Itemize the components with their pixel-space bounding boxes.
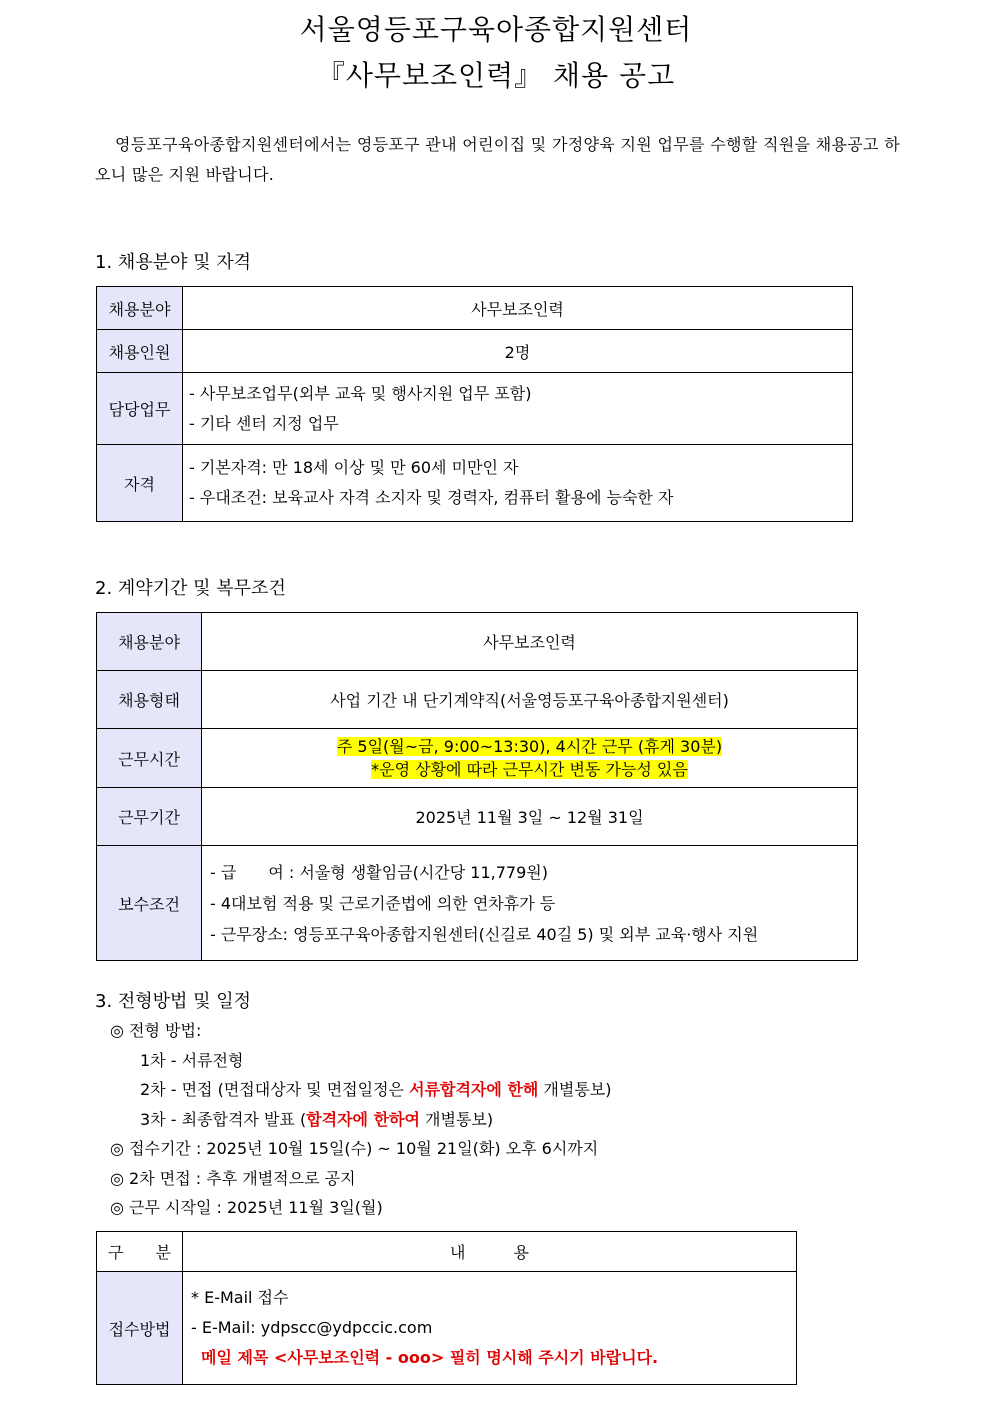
period-label: 근무기간 <box>97 788 202 846</box>
method-label: 접수방법 <box>97 1272 183 1385</box>
pay-label: 보수조건 <box>97 846 202 961</box>
contract-table <box>96 612 858 961</box>
intro-paragraph: 영등포구육아종합지원센터에서는 영등포구 관내 어린이집 및 가정양육 지원 업무를 수행할 직원을 채용공고 하오니 많은 지원 바랍니다. <box>95 135 900 184</box>
step-3-text: 3차 - 최종합격자 발표 ( <box>140 1109 307 1129</box>
pay-line: - 근무장소: 영등포구육아종합지원센터(신길로 40길 5) 및 외부 교육·행사 지원 <box>210 924 759 944</box>
count-value: 2명 <box>183 330 853 373</box>
method-title: ◎ 전형 방법: <box>110 1021 202 1040</box>
step-3-emphasis: 합격자에 한하여 <box>306 1109 420 1129</box>
type-value: 사업 기간 내 단기계약직(서울영등포구육아종합지원센터) <box>202 671 858 729</box>
receipt-period: ◎ 접수기간 : 2025년 10월 15일(수) ~ 10월 21일(화) 오후 6시까지 <box>110 1139 599 1158</box>
hours-cell <box>202 729 858 788</box>
count-label: 채용인원 <box>97 330 183 373</box>
pay-line: - 4대보험 적용 및 근로기준법에 의한 연차휴가 등 <box>210 893 556 913</box>
pay-line: - 급 여 : 서울형 생활임금(시간당 11,779원) <box>210 862 548 882</box>
method-cell <box>183 1272 797 1385</box>
page-title: 서울영등포구육아종합지원센터 <box>299 13 693 46</box>
qualification-line: - 우대조건: 보육교사 자격 소지자 및 경력자, 컴퓨터 활용에 능숙한 자 <box>189 488 674 507</box>
step-2-tail: 개별통보) <box>538 1080 612 1099</box>
pay-cell <box>202 846 858 961</box>
duty-cell <box>183 373 853 445</box>
qualification-line: - 기본자격: 만 18세 이상 및 만 60세 미만인 자 <box>189 458 519 477</box>
content-header: 내 용 <box>183 1232 797 1272</box>
step-3 <box>110 1105 611 1135</box>
duty-line: - 사무보조업무(외부 교육 및 행사지원 업무 포함) <box>189 383 532 403</box>
step-1: 1차 - 서류전형 <box>140 1050 244 1070</box>
step-2-text: 2차 - 면접 (면접대상자 및 면접일정은 <box>140 1080 410 1099</box>
type-label: 채용형태 <box>97 671 202 729</box>
step-3-tail: 개별통보) <box>419 1109 494 1129</box>
period-value: 2025년 11월 3일 ~ 12월 31일 <box>202 788 858 846</box>
selection-process <box>110 1016 611 1223</box>
hours-note: *운영 상황에 따라 근무시간 변동 가능성 있음 <box>371 760 688 779</box>
qualification-table <box>96 286 853 522</box>
qualification-cell <box>183 445 853 522</box>
section3-heading: 3. 전형방법 및 일정 <box>95 991 252 1012</box>
section2-heading: 2. 계약기간 및 복무조건 <box>95 578 286 599</box>
step-2 <box>110 1075 611 1105</box>
email-subject-notice: 메일 제목 <사무보조인력 - ooo> 필히 명시해 주시기 바랍니다. <box>201 1348 659 1367</box>
field-label: 채용분야 <box>97 613 202 671</box>
application-table <box>96 1231 797 1385</box>
field-label: 채용분야 <box>97 287 183 330</box>
hours-line: 주 5일(월~금, 9:00~13:30), 4시간 근무 (휴게 30분) <box>336 737 723 756</box>
duty-line: - 기타 센터 지정 업무 <box>189 413 339 433</box>
start-date: ◎ 근무 시작일 : 2025년 11월 3일(월) <box>110 1198 383 1217</box>
field-value: 사무보조인력 <box>202 613 858 671</box>
receipt-type: * E-Mail 접수 <box>191 1288 289 1307</box>
page-subtitle: 『사무보조인력』 채용 공고 <box>316 59 676 92</box>
duty-label: 담당업무 <box>97 373 183 445</box>
step-2-emphasis: 서류합격자에 한해 <box>409 1080 539 1099</box>
hours-label: 근무시간 <box>97 729 202 788</box>
interview-notice: ◎ 2차 면접 : 추후 개별적으로 공지 <box>110 1168 356 1188</box>
section1-heading: 1. 채용분야 및 자격 <box>95 252 252 273</box>
email-address: - E-Mail: ydpscc@ydpccic.com <box>191 1318 433 1337</box>
qualification-label: 자격 <box>97 445 183 522</box>
category-header: 구 분 <box>97 1232 183 1272</box>
field-value: 사무보조인력 <box>183 287 853 330</box>
